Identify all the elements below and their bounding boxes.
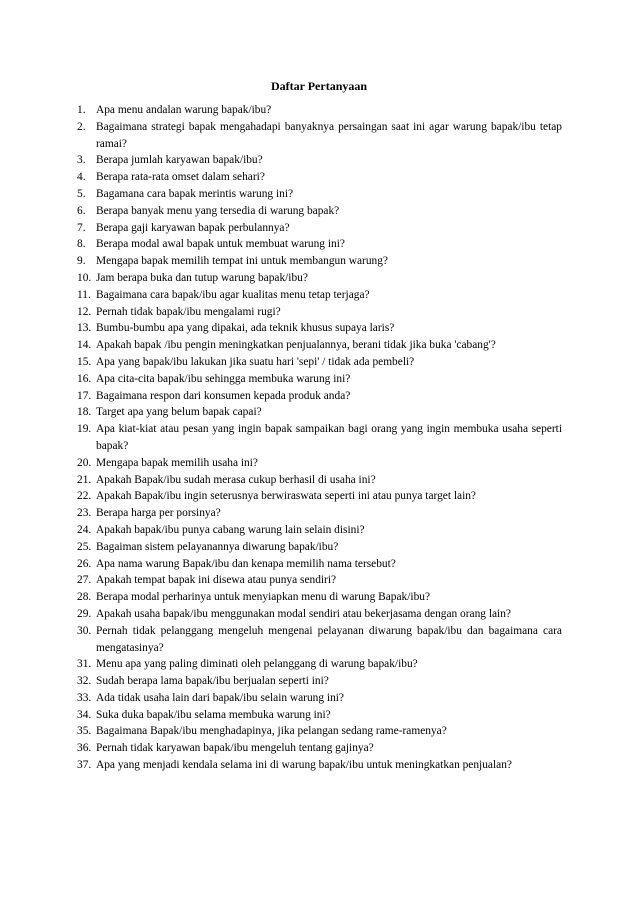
question-text: Ada tidak usaha lain dari bapak/ibu selain warung ini? bbox=[96, 691, 344, 704]
question-number: 22. bbox=[77, 490, 92, 503]
question-number: 29. bbox=[77, 607, 92, 620]
question-item bbox=[77, 354, 562, 371]
question-item bbox=[77, 404, 562, 421]
question-item bbox=[77, 723, 562, 740]
question-text: Apakah bapak/ibu punya cabang warung lain selain disini? bbox=[96, 523, 365, 536]
question-item bbox=[77, 388, 562, 405]
question-item bbox=[77, 589, 562, 606]
question-number: 23. bbox=[77, 507, 92, 520]
question-text: Apakah tempat bapak ini disewa atau punya sendiri? bbox=[96, 574, 337, 587]
question-item bbox=[77, 707, 562, 724]
question-item bbox=[77, 455, 562, 472]
question-item bbox=[77, 102, 562, 119]
question-text: Berapa jumlah karyawan bapak/ibu? bbox=[96, 154, 263, 167]
question-item bbox=[77, 606, 562, 623]
question-number: 16. bbox=[77, 372, 92, 385]
question-item bbox=[77, 556, 562, 573]
question-number: 14. bbox=[77, 339, 92, 352]
question-list bbox=[77, 102, 562, 774]
question-text: Apakah bapak /ibu pengin meningkatkan penjualannya, berani tidak jika buka 'cabang'? bbox=[96, 339, 496, 352]
question-number: 20. bbox=[77, 456, 92, 469]
question-text: Target apa yang belum bapak capai? bbox=[96, 406, 262, 419]
question-item bbox=[77, 320, 562, 337]
question-number: 27. bbox=[77, 574, 92, 587]
question-text: Berapa modal perharinya untuk menyiapkan menu di warung Bapak/ibu? bbox=[96, 591, 431, 604]
question-number: 11. bbox=[77, 288, 91, 301]
question-number: 35. bbox=[77, 725, 92, 738]
question-item bbox=[77, 287, 562, 304]
question-text: Apa menu andalan warung bapak/ibu? bbox=[96, 104, 272, 116]
question-item bbox=[77, 505, 562, 522]
question-text: Berapa modal awal bapak untuk membuat warung ini? bbox=[96, 238, 345, 251]
question-text: Berapa rata-rata omset dalam sehari? bbox=[96, 171, 265, 184]
question-text: Pernah tidak karyawan bapak/ibu mengeluh tentang gajinya? bbox=[96, 742, 374, 755]
question-number: 9. bbox=[77, 255, 86, 268]
question-item bbox=[77, 270, 562, 287]
question-text: Apa yang bapak/ibu lakukan jika suatu hari 'sepi' / tidak ada pembeli? bbox=[96, 355, 415, 368]
question-text: Apa kiat-kiat atau pesan yang ingin bapak sampaikan bagi orang yang ingin membuka usaha seperti bapak? bbox=[96, 423, 562, 452]
question-number: 1. bbox=[77, 104, 86, 116]
question-number: 19. bbox=[77, 423, 92, 436]
question-text: Bagaimana cara bapak/ibu agar kualitas menu tetap terjaga? bbox=[96, 288, 370, 301]
question-text: Apakah Bapak/ibu sudah merasa cukup berhasil di usaha ini? bbox=[96, 473, 376, 486]
question-text: Apa nama warung Bapak/ibu dan kenapa memilih nama tersebut? bbox=[96, 557, 396, 570]
question-number: 3. bbox=[77, 154, 86, 167]
question-number: 7. bbox=[77, 221, 86, 234]
question-number: 26. bbox=[77, 557, 92, 570]
question-number: 15. bbox=[77, 355, 92, 368]
question-item bbox=[77, 488, 562, 505]
question-item bbox=[77, 421, 562, 455]
question-item bbox=[77, 539, 562, 556]
question-number: 17. bbox=[77, 389, 92, 402]
question-text: Jam berapa buka dan tutup warung bapak/ibu? bbox=[96, 271, 308, 284]
question-item bbox=[77, 152, 562, 169]
question-item bbox=[77, 572, 562, 589]
question-number: 25. bbox=[77, 540, 92, 553]
question-number: 31. bbox=[77, 658, 92, 671]
question-item bbox=[77, 757, 562, 774]
question-item bbox=[77, 690, 562, 707]
question-number: 28. bbox=[77, 591, 92, 604]
question-number: 2. bbox=[77, 120, 86, 133]
question-text: Apakah Bapak/ibu ingin seterusnya berwiraswata seperti ini atau punya target lain? bbox=[96, 490, 476, 503]
question-item bbox=[77, 371, 562, 388]
question-number: 30. bbox=[77, 624, 92, 637]
question-number: 24. bbox=[77, 523, 92, 536]
question-number: 32. bbox=[77, 675, 92, 688]
question-number: 37. bbox=[77, 759, 92, 772]
question-text: Bagaimana strategi bapak mengahadapi banyaknya persaingan saat ini agar warung bapak/ibu tetap ramai? bbox=[96, 120, 562, 150]
question-text: Apa yang menjadi kendala selama ini di warung bapak/ibu untuk meningkatkan penjualan? bbox=[96, 759, 512, 772]
question-number: 18. bbox=[77, 406, 92, 419]
question-item bbox=[77, 522, 562, 539]
question-text: Bagaimana Bapak/ibu menghadapinya, jika pelangan sedang rame-ramenya? bbox=[96, 725, 447, 738]
question-text: Apakah usaha bapak/ibu menggunakan modal sendiri atau bekerjasama dengan orang lain? bbox=[96, 607, 511, 620]
question-text: Berapa harga per porsinya? bbox=[96, 507, 221, 520]
question-item bbox=[77, 472, 562, 489]
question-item bbox=[77, 169, 562, 186]
question-text: Berapa gaji karyawan bapak perbulannya? bbox=[96, 221, 290, 234]
question-number: 5. bbox=[77, 187, 86, 200]
question-item bbox=[77, 186, 562, 203]
question-number: 21. bbox=[77, 473, 92, 486]
question-item bbox=[77, 337, 562, 354]
question-number: 33. bbox=[77, 691, 92, 704]
question-number: 8. bbox=[77, 238, 86, 251]
question-text: Bagamana cara bapak merintis warung ini? bbox=[96, 187, 294, 200]
page-title: Daftar Pertanyaan bbox=[270, 79, 368, 93]
question-number: 4. bbox=[77, 171, 86, 184]
question-text: Bumbu-bumbu apa yang dipakai, ada teknik khusus supaya laris? bbox=[96, 322, 395, 335]
question-number: 34. bbox=[77, 708, 92, 721]
question-item bbox=[77, 220, 562, 237]
question-number: 6. bbox=[77, 204, 86, 217]
question-item bbox=[77, 740, 562, 757]
question-text: Suka duka bapak/ibu selama membuka warung ini? bbox=[96, 708, 331, 721]
question-item bbox=[77, 203, 562, 220]
question-number: 12. bbox=[77, 305, 92, 318]
question-text: Mengapa bapak memilih usaha ini? bbox=[96, 456, 258, 469]
question-number: 10. bbox=[77, 271, 92, 284]
question-item bbox=[77, 623, 562, 657]
question-text: Apa cita-cita bapak/ibu sehingga membuka warung ini? bbox=[96, 372, 351, 385]
question-number: 36. bbox=[77, 742, 92, 755]
question-text: Sudah berapa lama bapak/ibu berjualan seperti ini? bbox=[96, 675, 329, 688]
question-text: Berapa banyak menu yang tersedia di warung bapak? bbox=[96, 204, 340, 217]
question-text: Bagaimana respon dari konsumen kepada produk anda? bbox=[96, 389, 351, 402]
question-item bbox=[77, 304, 562, 321]
question-text: Pernah tidak bapak/ibu mengalami rugi? bbox=[96, 305, 281, 318]
question-item bbox=[77, 253, 562, 270]
question-text: Bagaiman sistem pelayanannya diwarung bapak/ibu? bbox=[96, 540, 339, 553]
question-number: 13. bbox=[77, 322, 92, 335]
question-item bbox=[77, 673, 562, 690]
question-text: Menu apa yang paling diminati oleh pelanggang di warung bapak/ibu? bbox=[96, 658, 418, 671]
question-item bbox=[77, 236, 562, 253]
question-text: Mengapa bapak memilih tempat ini untuk membangun warung? bbox=[96, 255, 388, 268]
question-text: Pernah tidak pelanggang mengeluh mengenai pelayanan diwarung bapak/ibu dan bagaimana cara mengatasinya? bbox=[96, 624, 562, 654]
question-item bbox=[77, 119, 562, 153]
question-item bbox=[77, 656, 562, 673]
